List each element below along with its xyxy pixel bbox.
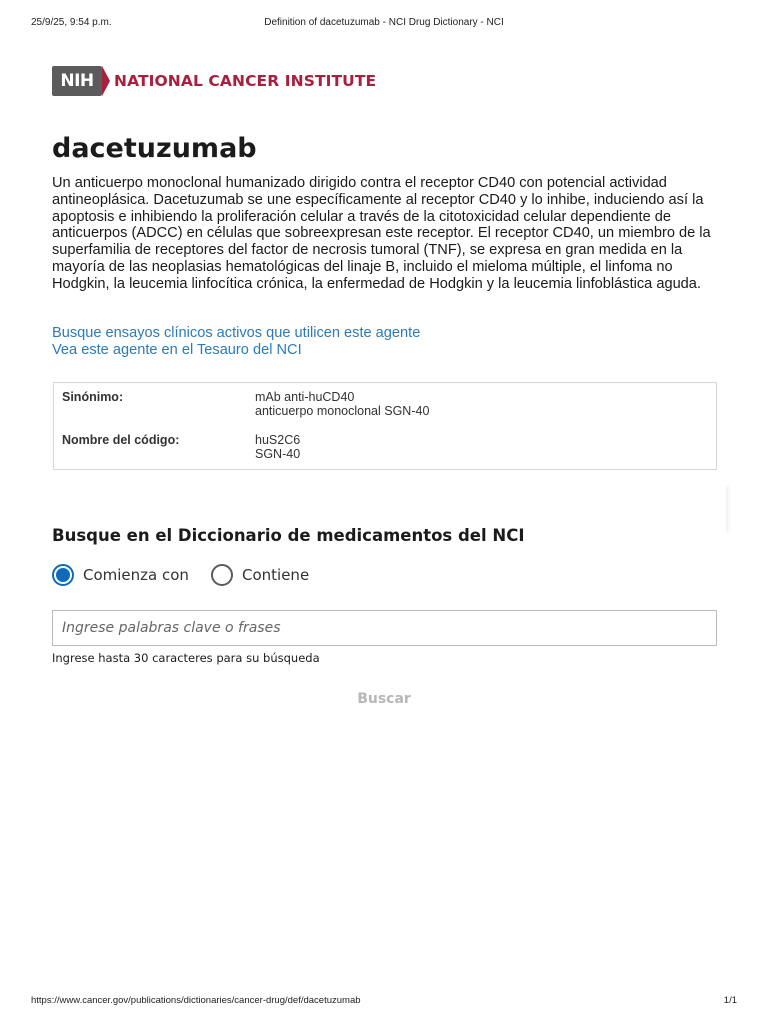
nih-logo-text: NIH	[60, 71, 94, 91]
print-url: https://www.cancer.gov/publications/dictionaries/cancer-drug/def/dacetuzumab	[31, 995, 361, 1006]
radio-checked-icon	[52, 564, 74, 586]
code-name-label: Nombre del código:	[62, 433, 180, 447]
radio-contains[interactable]	[211, 564, 309, 586]
related-links	[52, 325, 420, 359]
search-button[interactable]: Buscar	[334, 688, 434, 710]
clinical-trials-link[interactable]: Busque ensayos clínicos activos que utilicen este agente	[52, 325, 421, 341]
synonym-label: Sinónimo:	[62, 390, 124, 404]
radio-starts-with-label: Comienza con	[83, 566, 189, 584]
code-name-value: huS2C6	[255, 433, 301, 447]
code-name-values	[255, 433, 655, 461]
search-hint: Ingrese hasta 30 caracteres para su búsqueda	[52, 651, 320, 665]
thesaurus-link[interactable]: Vea este agente en el Tesauro del NCI	[52, 342, 302, 358]
synonym-value: anticuerpo monoclonal SGN-40	[255, 404, 430, 418]
synonym-values	[255, 390, 655, 418]
radio-contains-label: Contiene	[242, 566, 310, 584]
print-doc-title: Definition of dacetuzumab - NCI Drug Dictionary - NCI	[264, 17, 504, 28]
code-name-value: SGN-40	[255, 447, 301, 461]
print-page-number: 1/1	[723, 995, 737, 1006]
scroll-edge-shadow	[726, 485, 732, 533]
radio-starts-with[interactable]	[52, 564, 189, 586]
radio-unchecked-icon	[211, 564, 233, 586]
drug-info-table	[53, 382, 717, 470]
dictionary-search-title: Busque en el Diccionario de medicamentos del NCI	[52, 526, 525, 545]
nci-logo[interactable]	[52, 66, 376, 96]
print-datetime: 25/9/25, 9:54 p.m.	[31, 17, 112, 28]
page-title: dacetuzumab	[52, 133, 257, 164]
drug-definition: Un anticuerpo monoclonal humanizado dirigido contra el receptor CD40 con potencial actividad antineoplásica. Dacetuzumab se une específicamente al receptor CD40 y lo inhibe, induciendo así la apoptosis e inhibiendo la proliferación celular a través de la citotoxicidad celular dependiente de anticuerpos (ADCC) en células que sobreexpresan este receptor. El receptor CD40, un miembro de la superfamilia de receptores del factor de necrosis tumoral (TNF), se expresa en gran medida en la mayoría de las neoplasias hematológicas del linaje B, incluido el mieloma múltiple, el linfoma no Hodgkin, la leucemia linfocítica crónica, la enfermedad de Hodgkin y la leucemia linfoblástica aguda.	[52, 175, 711, 292]
search-input[interactable]	[52, 610, 717, 646]
nci-logo-name: NATIONAL CANCER INSTITUTE	[114, 72, 377, 90]
synonym-value: mAb anti-huCD40	[255, 390, 355, 404]
nih-logo-mark	[52, 66, 102, 96]
